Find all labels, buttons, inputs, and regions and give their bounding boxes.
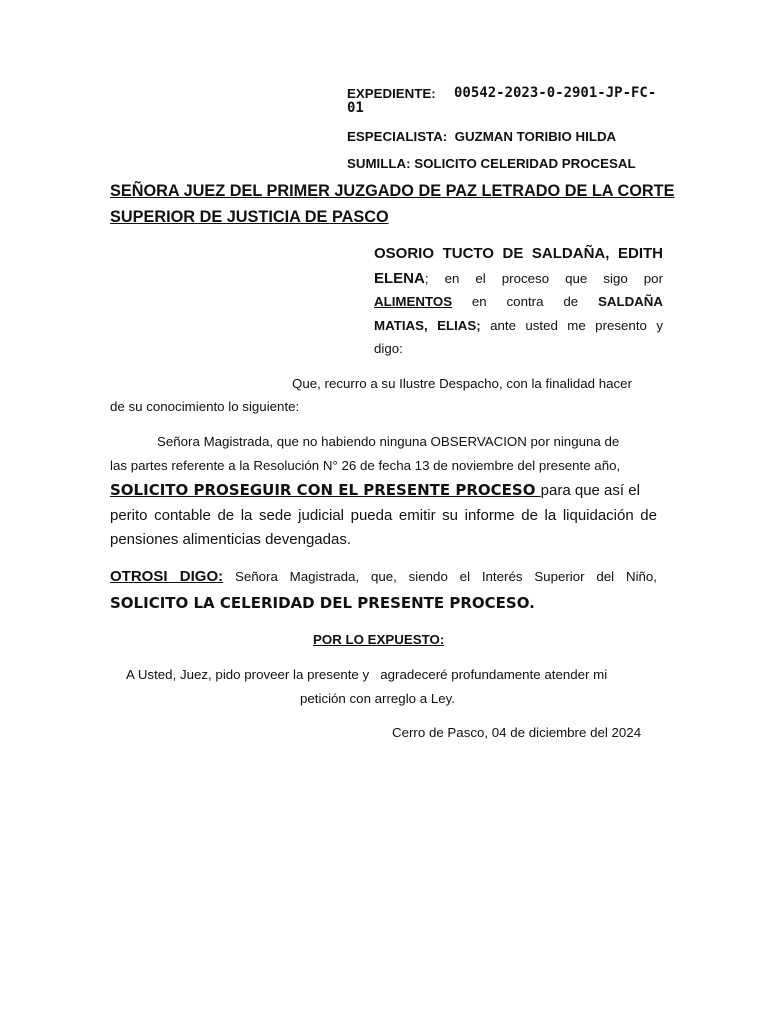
party-line-4 — [374, 318, 663, 333]
expediente-label: EXPEDIENTE: — [347, 86, 436, 101]
closing-heading: POR LO EXPUESTO: — [313, 632, 445, 647]
expediente-value: 00542-2023-0-2901-JP-FC- — [454, 85, 657, 101]
closing-line-2: petición con arreglo a Ley. — [300, 691, 455, 706]
body-line-1: Señora Magistrada, que no habiendo ninguna OBSERVACION por ninguna de — [157, 434, 620, 449]
party-line-2-text: ; en el proceso que sigo por — [424, 271, 663, 286]
addressee-line-1: SEÑORA JUEZ DEL PRIMER JUZGADO DE PAZ LETRADO DE LA CORTE — [110, 182, 675, 200]
otrosi-text: Señora Magistrada, que, siendo el Interés Superior del Niño, — [234, 569, 658, 584]
body-line-3-text: para que así el — [540, 482, 640, 499]
place-date: Cerro de Pasco, 04 de diciembre del 2024 — [392, 725, 642, 740]
body-line-5: pensiones alimenticias devengadas. — [110, 531, 351, 548]
plaintiff-name-line-1 — [374, 245, 663, 262]
plaintiff-name-end: ELENA — [374, 270, 425, 287]
intro-line-2: de su conocimiento lo siguiente: — [110, 399, 300, 414]
otrosi-label: OTROSI DIGO: — [110, 568, 224, 585]
defendant-name-2: MATIAS, ELIAS; — [374, 318, 481, 333]
plaintiff-name: OSORIO TUCTO DE SALDAÑA, EDITH — [374, 245, 663, 262]
defendant-name-1: SALDAÑA — [597, 294, 663, 309]
party-line-3-text: en contra de — [471, 294, 579, 309]
sumilla-label: SUMILLA: — [347, 156, 411, 171]
party-line-3 — [374, 294, 663, 309]
body-line-4: perito contable de la sede judicial pueda emitir su informe de la liquidación de — [110, 507, 657, 524]
expediente-value-continued: 01 — [347, 100, 364, 116]
party-line-4-text: ante usted me presento y — [490, 318, 663, 333]
especialista-label: ESPECIALISTA: — [347, 129, 448, 144]
closing-line-1: A Usted, Juez, pido proveer la presente y agradeceré profundamente atender mi — [126, 667, 608, 682]
party-line-2 — [374, 270, 663, 287]
addressee-line-2: SUPERIOR DE JUSTICIA DE PASCO — [110, 208, 389, 226]
party-line-5: digo: — [374, 341, 403, 356]
sumilla-line — [347, 156, 636, 171]
especialista-value: GUZMAN TORIBIO HILDA — [454, 129, 617, 144]
alimentos-label: ALIMENTOS — [374, 294, 453, 309]
especialista-line — [347, 129, 616, 144]
request-proseguir: SOLICITO PROSEGUIR CON EL PRESENTE PROCESO — [110, 481, 541, 499]
body-line-2: las partes referente a la Resolución N° 26 de fecha 13 de noviembre del presente año, — [110, 458, 621, 473]
body-line-3 — [110, 481, 640, 499]
intro-line-1: Que, recurro a su Ilustre Despacho, con la finalidad hacer — [292, 376, 632, 391]
otrosi-request: SOLICITO LA CELERIDAD DEL PRESENTE PROCESO. — [110, 594, 535, 612]
otrosi-line — [110, 568, 657, 585]
sumilla-value: SOLICITO CELERIDAD PROCESAL — [414, 156, 636, 171]
